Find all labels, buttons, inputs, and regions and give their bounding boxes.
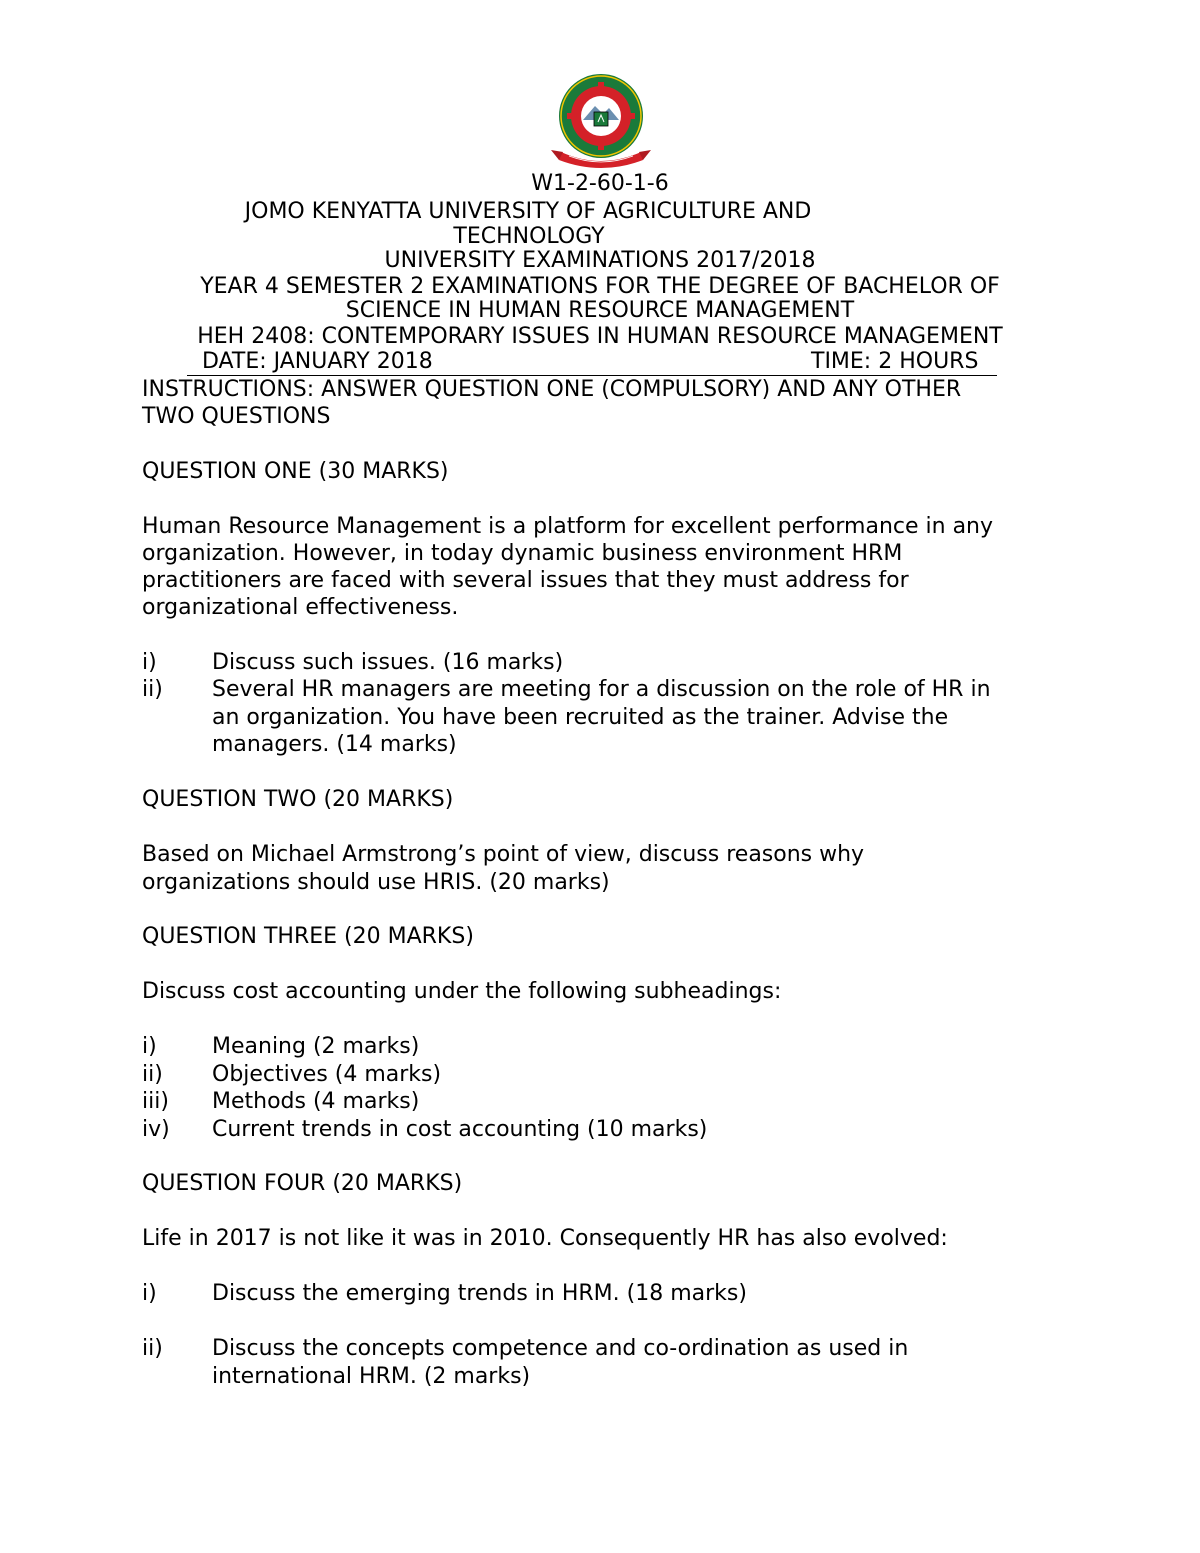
- question-three-part: Current trends in cost accounting (10 marks): [212, 1117, 708, 1142]
- question-four-part-ii: Discuss the concepts competence and co-ordination as used in: [212, 1336, 909, 1361]
- item-number: i): [142, 1281, 157, 1306]
- question-three-part: Objectives (4 marks): [212, 1062, 442, 1087]
- question-one-text: practitioners are faced with several issues that they must address for: [142, 568, 909, 593]
- question-four-part-i: Discuss the emerging trends in HRM. (18 marks): [212, 1281, 747, 1306]
- question-four-heading: QUESTION FOUR (20 MARKS): [142, 1171, 463, 1196]
- item-number: ii): [142, 1336, 163, 1361]
- item-number: iii): [142, 1089, 169, 1114]
- question-one-heading: QUESTION ONE (30 MARKS): [142, 459, 449, 484]
- instructions-line2: TWO QUESTIONS: [142, 404, 331, 429]
- degree-line2: SCIENCE IN HUMAN RESOURCE MANAGEMENT: [345, 298, 855, 323]
- question-four-part-ii: international HRM. (2 marks): [212, 1364, 531, 1389]
- item-number: i): [142, 650, 157, 675]
- item-number: i): [142, 1034, 157, 1059]
- university-crest-logo: [543, 72, 659, 172]
- course-title: HEH 2408: CONTEMPORARY ISSUES IN HUMAN RESOURCE MANAGEMENT: [197, 324, 1003, 349]
- degree-line1: YEAR 4 SEMESTER 2 EXAMINATIONS FOR THE DEGREE OF BACHELOR OF: [200, 274, 1000, 299]
- item-number: ii): [142, 1062, 163, 1087]
- date-time-row: [187, 349, 997, 376]
- item-number: ii): [142, 677, 163, 702]
- question-two-text: Based on Michael Armstrong’s point of view, discuss reasons why: [142, 842, 865, 867]
- exam-duration: TIME: 2 HOURS: [811, 349, 979, 374]
- question-one-text: organization. However, in today dynamic business environment HRM: [142, 541, 903, 566]
- question-one-part-i: Discuss such issues. (16 marks): [212, 650, 564, 675]
- instructions-line1: INSTRUCTIONS: ANSWER QUESTION ONE (COMPULSORY) AND ANY OTHER: [142, 377, 962, 402]
- item-number: iv): [142, 1117, 170, 1142]
- question-one-part-ii: an organization. You have been recruited as the trainer. Advise the: [212, 705, 949, 730]
- question-one-part-ii: Several HR managers are meeting for a discussion on the role of HR in: [212, 677, 991, 702]
- question-three-part: Methods (4 marks): [212, 1089, 420, 1114]
- university-name-line1: JOMO KENYATTA UNIVERSITY OF AGRICULTURE AND: [244, 199, 812, 224]
- question-one-text: Human Resource Management is a platform for excellent performance in any: [142, 514, 994, 539]
- exam-date: DATE: JANUARY 2018: [202, 349, 433, 374]
- question-four-intro: Life in 2017 is not like it was in 2010. Consequently HR has also evolved:: [142, 1226, 948, 1251]
- question-three-part: Meaning (2 marks): [212, 1034, 420, 1059]
- exam-title: UNIVERSITY EXAMINATIONS 2017/2018: [384, 248, 816, 273]
- question-three-intro: Discuss cost accounting under the following subheadings:: [142, 979, 782, 1004]
- exam-code: W1-2-60-1-6: [531, 171, 669, 196]
- question-two-heading: QUESTION TWO (20 MARKS): [142, 787, 454, 812]
- question-one-part-ii: managers. (14 marks): [212, 732, 457, 757]
- question-three-heading: QUESTION THREE (20 MARKS): [142, 924, 474, 949]
- university-name-line2: TECHNOLOGY: [453, 224, 605, 249]
- question-two-text: organizations should use HRIS. (20 marks): [142, 870, 610, 895]
- question-one-text: organizational effectiveness.: [142, 595, 459, 620]
